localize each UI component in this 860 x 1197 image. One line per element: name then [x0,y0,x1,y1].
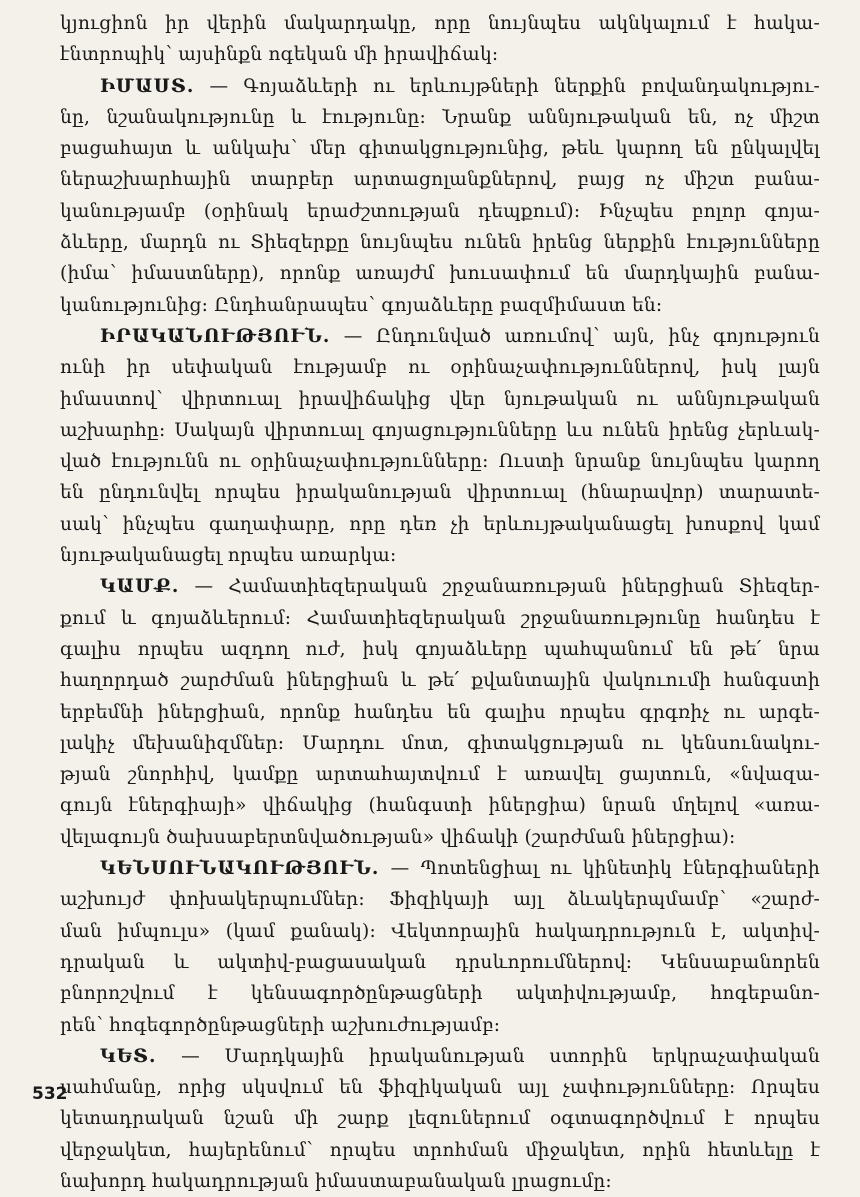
text-line: հաղորդած շարժման իներցիան և թե՛ քվանտային վակուումի հանգստի [60,670,820,692]
entry-term: ԿԱՄՔ. [100,576,180,598]
text-line: թյան շնորհիվ, կամքը արտահայտվում է առավել ցայտուն, «նվազա- [60,764,820,786]
text-line: սահմանը, որից սկսվում են ֆիզիկական այլ չափությունները: Որպես [60,1077,820,1099]
entry-text: — Պոտենցիալ ու կինետիկ էներգիաների [390,858,820,880]
text-line: գալիս որպես ազդող ուժ, իսկ գոյաձևերը պահպանում են թե՛ նրա [60,638,820,660]
text-line: աշխարհը: Սակայն վիրտուալ գոյացությունները ևս ունեն իրենց չերևակ- [60,419,820,441]
entry-term: ԻՐԱԿԱՆՈՒԹՅՈՒՆ. [100,325,331,347]
text-line: կյուցիոն իր վերին մակարդակը, որը նույնպես ակնկալում է հակա- [60,13,820,34]
text-line: ման իմպուլս» (կամ քանակ): Վեկտորային հակադրություն է, ակտիվ- [60,920,820,942]
entry-term: ԿԵՏ. [100,1045,157,1067]
text-line: ված էությունն ու օրինաչափությունները: Ուստի նրանք նույնպես կարող [60,451,820,473]
text-line: ունի իր սեփական էությամբ ու օրինաչափություններով, իսկ լայն [60,357,820,379]
text-line: կետադրական նշան մի շարք լեզուներում օգտագործվում է որպես [60,1108,820,1130]
text-line: վելագույն ծախսաբերտնվածության» վիճակի (շարժման իներցիա): [60,826,736,848]
text-line: վերջակետ, հայերենում՝ որպես տրոհման միջակետ, որին հետևելը է [60,1139,820,1161]
entry-first-line [60,571,820,602]
text-line: (իմա՝ իմաստները), որոնք առայժմ խուսափում են մարդկային բանա- [60,263,820,285]
text-line: լակիչ մեխանիզմներ: Մարդու մոտ, գիտակցության ու կենսունակու- [60,732,820,754]
text-line: նախորդ հակադրության իմաստաբանական լրացումը: [60,1170,612,1192]
text-line: երբեմնի իներցիան, որոնք հանդես են գալիս որպես գրգռիչ ու արգե- [60,701,820,723]
document-page [60,8,820,1197]
text-line: դրական և ակտիվ-բացասական դրսևորումներով: Կենսաբանորեն [60,951,820,973]
entry-first-line [60,1041,820,1072]
text-line: րեն՝ հոգեգործընթացների աշխուժությամբ: [60,1014,501,1036]
entry-first-line [60,321,820,352]
text-line: աշխույժ փոխակերպումներ: Ֆիզիկայի այլ ձևակերպմամբ՝ «շարժ- [60,889,820,911]
text-line: բնորոշվում է կենսագործընթացների ակտիվությամբ, հոգեբանո- [60,983,820,1005]
text-line: քում և գոյաձևերում: Համատիեզերական շրջանառությունը հանդես է [60,607,820,629]
entry-text: — Մարդկային իրականության ստորին երկրաչափական [181,1045,820,1067]
text-line: ներաշխարհային տարբեր արտացոլանքներով, բայց ոչ միշտ բանա- [60,169,820,191]
text-line: գույն էներգիայի» վիճակից (հանգստի իներցիա) նրան մղելով «առա- [60,795,820,817]
text-line: են ընդունվել որպես իրականության վիրտուալ (հնարավոր) տարատե- [60,482,820,504]
text-line: կանությամբ (օրինակ երաժշտության դեպքում): Ինչպես բոլոր գոյա- [60,200,820,222]
text-line: կանությունից: Ընդհանրապես՝ գոյաձևերը բազմիմաստ են: [60,294,663,316]
text-line: բացահայտ և անկախ՝ մեր գիտակցությունից, թեև կարող են ընկալվել [60,138,820,160]
entry-term: ԻՄԱՍՏ. [100,75,195,97]
text-line: սակ՝ ինչպես գաղափարը, որը դեռ չի երևույթականացել խոսքով կամ [60,513,820,535]
entry-text: — Համատիեզերական շրջանառության իներցիան Տիեզեր- [194,576,820,598]
text-line: ձևերը, մարդն ու Տիեզերքը նույնպես ունեն իրենց ներքին էությունները [60,232,820,254]
page-number: 532 [32,1084,68,1104]
entry-text: — Ընդունված առումով՝ այն, ինչ գոյություն [343,325,820,347]
text-line: նը, նշանակությունը և էությունը: Նրանք աննյութական են, ոչ միշտ [60,106,820,128]
entry-term: ԿԵՆՍՈՒՆԱԿՈՒԹՅՈՒՆ. [100,858,380,880]
entry-first-line [60,71,820,102]
entry-text: — Գոյաձևերի ու երևույթների ներքին բովանդակությու- [209,75,820,97]
text-line: նյութականացել որպես առարկա: [60,545,397,567]
text-line: էնտրոպիկ՝ այսինքն ոգեկան մի իրավիճակ: [60,44,499,66]
entry-first-line [60,853,820,884]
text-line: իմաստով՝ վիրտուալ իրավիճակից վեր նյութական ու աննյութական [60,388,820,410]
